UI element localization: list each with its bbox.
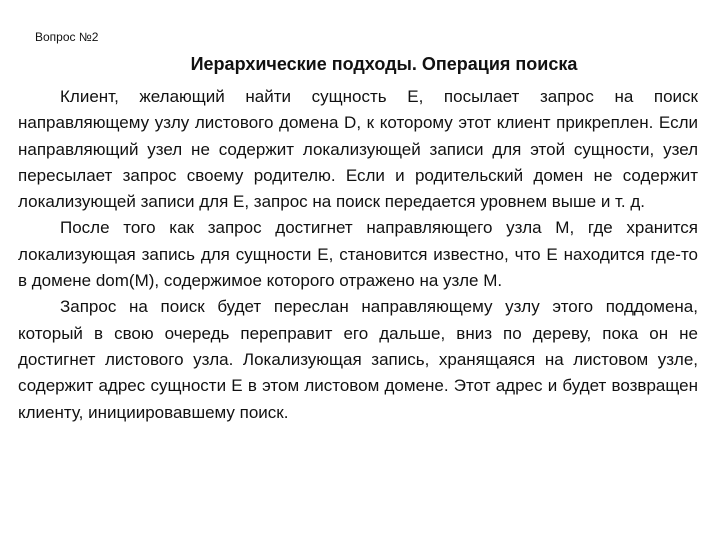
question-number-label: Вопрос №2 — [35, 30, 99, 44]
paragraph-1: Клиент, желающий найти сущность Е, посылает запрос на поиск направляющему узлу листового домена D, к которому этот клиент прикреплен. Если направляющий узел не содержит локализующей записи для этой сущности, узел пересылает запрос своему родителю. Если и родительский домен не содержит локализующей записи для Е, запрос на поиск передается уровнем выше и т. д. — [18, 87, 698, 212]
slide-title: Иерархические подходы. Операция поиска — [190, 54, 578, 74]
paragraph-3: Запрос на поиск будет переслан направляющему узлу этого поддомена, который в свою очередь переправит его дальше, вниз по дереву, пока он не достигнет листового узла. Локализующая запись, хранящаяся на листовом узле, содержит адрес сущности Е в этом листовом домене. Этот адрес и будет возвращен клиенту, инициировавшему поиск. — [18, 297, 698, 422]
paragraph-2: После того как запрос достигнет направляющего узла М, где хранится локализующая запись для сущности Е, становится известно, что Е находится где-то в домене dom(M), содержимое которого отражено на узле М. — [18, 218, 698, 291]
body-text — [18, 84, 698, 426]
